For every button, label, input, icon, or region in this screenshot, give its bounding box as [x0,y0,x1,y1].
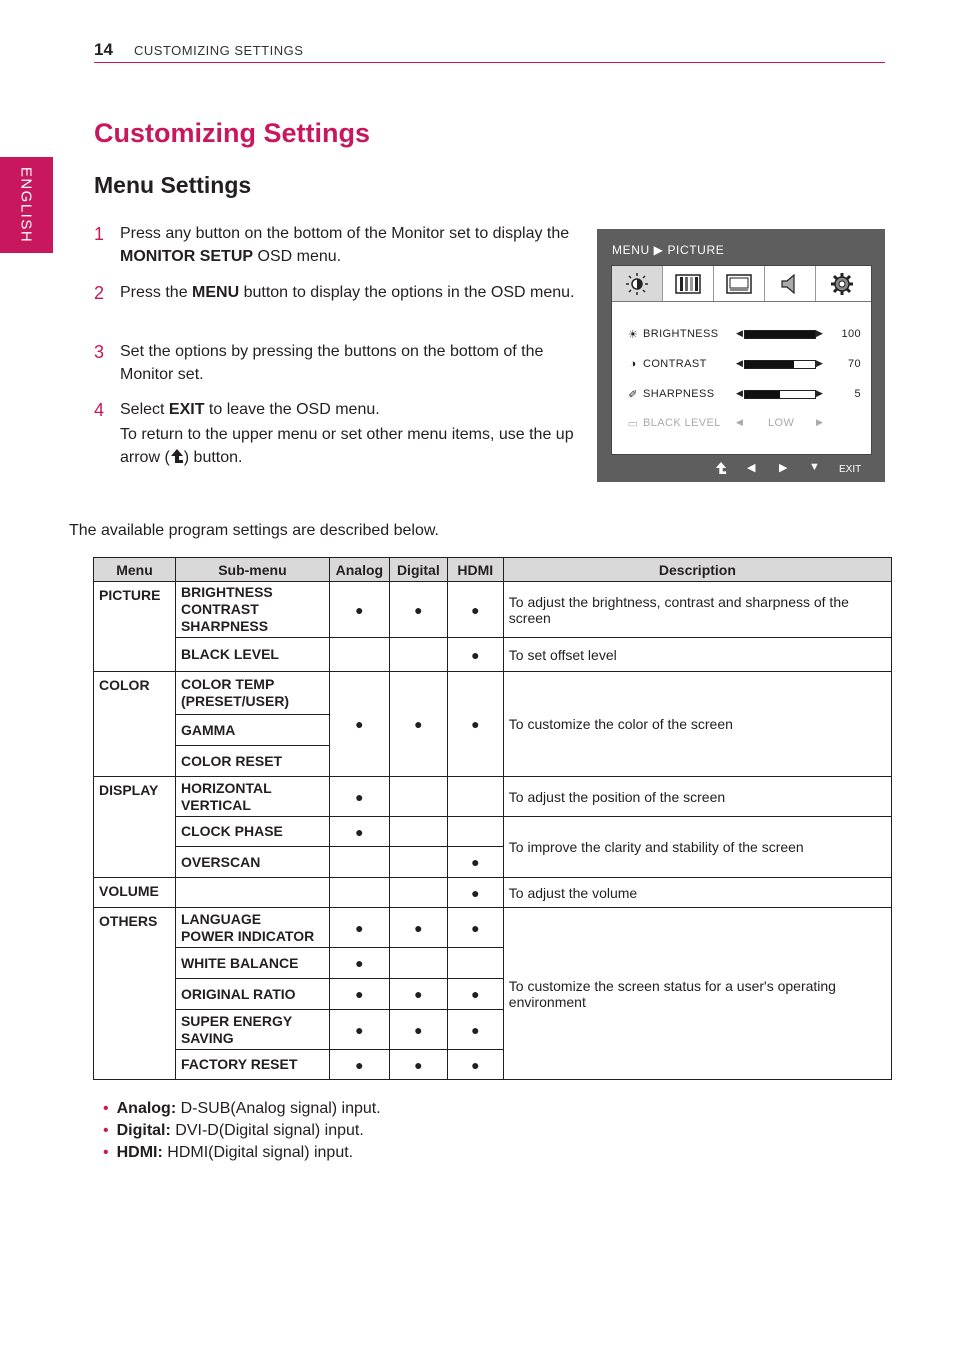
right-arrow-icon: ▶ [816,388,824,398]
submenu-cell: ORIGINAL RATIO [175,979,329,1010]
osd-picture-tab[interactable] [612,266,663,301]
right-arrow-icon: ▶ [816,417,824,427]
osd-row-contrast[interactable]: ◑ CONTRAST ◀ ▶ 70 [626,356,861,374]
osd-row-sharpness[interactable]: ✐ SHARPNESS ◀ ▶ 5 [626,386,861,404]
down-button-icon[interactable]: ▼ [809,461,820,473]
list-item: • Digital: DVI-D(Digital signal) input. [103,1122,364,1139]
description-cell: To adjust the volume [503,878,891,908]
description-cell: To adjust the position of the screen [503,777,891,817]
table-row [94,777,892,817]
submenu-cell: COLOR TEMP (PRESET/USER) [175,672,329,715]
submenu-cell: CLOCK PHASE [175,817,329,847]
language-tab [0,157,53,253]
menu-cell: PICTURE [94,582,176,672]
submenu-cell: LANGUAGE POWER INDICATOR [175,908,329,948]
right-arrow-icon: ▶ [816,328,824,338]
step-number: 2 [94,283,105,303]
analog-dot: ● [329,908,389,948]
hdmi-dot: ● [447,582,503,638]
step-4-note: To return to the upper menu or set other menu items, use the up arrow ( ) button. [120,426,574,466]
menu-cell: COLOR [94,672,176,777]
bullet-icon: • [103,1144,109,1161]
submenu-cell: BRIGHTNESS CONTRAST SHARPNESS [175,582,329,638]
color-bars-icon [675,274,701,294]
digital-dot: ● [389,908,447,948]
analog-dot: ● [329,672,389,777]
column-header: Digital [389,558,447,582]
analog-dot: ● [329,817,389,847]
bullet-icon: • [103,1100,109,1117]
submenu-cell: BLACK LEVEL [175,638,329,672]
speaker-icon [779,273,801,295]
page-title: Customizing Settings [94,118,370,148]
menu-cell: OTHERS [94,908,176,1080]
list-item: • Analog: D-SUB(Analog signal) input. [103,1100,381,1117]
table-row [94,582,892,638]
contrast-icon: ◑ [629,358,637,370]
submenu-cell: GAMMA [175,715,329,746]
gear-icon [830,272,854,296]
osd-display-tab[interactable] [714,266,765,301]
osd-menu-screenshot [597,229,885,482]
display-icon [726,274,752,294]
left-arrow-icon: ◀ [736,328,744,338]
bullet-icon: • [103,1122,109,1139]
submenu-cell: COLOR RESET [175,746,329,777]
settings-table [93,557,892,1080]
left-arrow-icon: ◀ [736,388,744,398]
analog-dot: ● [329,979,389,1010]
hdmi-dot: ● [447,847,503,878]
hdmi-dot: ● [447,878,503,908]
column-header: Menu [94,558,176,582]
analog-dot: ● [329,1050,389,1080]
osd-icon-row [612,266,871,302]
digital-dot: ● [389,979,447,1010]
submenu-cell: FACTORY RESET [175,1050,329,1080]
analog-dot: ● [329,582,389,638]
list-item: • HDMI: HDMI(Digital signal) input. [103,1144,354,1161]
digital-dot: ● [389,1010,447,1050]
left-arrow-icon: ◀ [736,358,744,368]
black-level-icon: ▭ [627,418,639,430]
page-number: 14 [94,40,113,59]
osd-panel [611,265,872,455]
hdmi-dot: ● [447,1010,503,1050]
description-cell: To adjust the brightness, contrast and sharpness of the screen [503,582,891,638]
column-header: Description [503,558,891,582]
submenu-cell: SUPER ENERGY SAVING [175,1010,329,1050]
language-tab-label: ENGLISH [17,166,35,244]
up-arrow-icon [170,448,184,464]
description-cell: To customize the screen status for a user's operating environment [503,908,891,1080]
up-arrow-button-icon[interactable] [715,461,727,478]
table-row [94,878,892,908]
osd-volume-tab[interactable] [765,266,816,301]
hdmi-dot: ● [447,979,503,1010]
contrast-slider[interactable] [744,360,816,369]
submenu-cell: OVERSCAN [175,847,329,878]
table-intro: The available program settings are described below. [69,522,439,539]
step-text: Press the MENU button to display the options in the OSD menu. [120,284,575,301]
osd-row-brightness[interactable]: ☀ BRIGHTNESS ◀ ▶ 100 [627,328,861,341]
legend-list [103,1098,381,1164]
digital-dot: ● [389,582,447,638]
step-text: Press any button on the bottom of the Monitor set to display the MONITOR SETUP OSD menu. [120,225,570,265]
table-row [94,817,892,847]
osd-button-bar [611,455,870,482]
description-cell: To customize the color of the screen [503,672,891,777]
chevron-right-icon: ▶ [653,243,664,257]
analog-dot: ● [329,948,389,979]
submenu-cell: HORIZONTAL VERTICAL [175,777,329,817]
analog-dot: ● [329,777,389,817]
right-arrow-icon: ▶ [816,358,824,368]
hdmi-dot: ● [447,908,503,948]
left-button-icon[interactable]: ◀ [747,462,756,474]
osd-others-tab[interactable] [816,266,867,301]
left-arrow-icon: ◀ [736,417,744,427]
exit-button[interactable]: EXIT [839,464,862,475]
brightness-slider[interactable] [744,330,816,339]
menu-cell: VOLUME [94,878,176,908]
step-text: Set the options by pressing the buttons on the bottom of the Monitor set. [120,343,544,383]
digital-dot: ● [389,1050,447,1080]
step-number: 1 [94,224,105,244]
brightness-icon: ☀ [627,329,639,341]
hdmi-dot: ● [447,638,503,672]
osd-color-tab[interactable] [663,266,714,301]
hdmi-dot: ● [447,1050,503,1080]
submenu-cell: WHITE BALANCE [175,948,329,979]
table-row [94,638,892,672]
section-heading: Menu Settings [94,172,252,198]
sun-icon [625,272,649,296]
description-cell: To improve the clarity and stability of the screen [503,817,891,878]
menu-cell: DISPLAY [94,777,176,878]
header-divider [94,62,885,63]
step-number: 3 [94,342,105,362]
digital-dot: ● [389,672,447,777]
column-header: HDMI [447,558,503,582]
sharpness-icon: ✐ [628,389,638,401]
osd-breadcrumb: MENU ▶ PICTURE [612,243,725,257]
table-row [94,672,892,715]
description-cell: To set offset level [503,638,891,672]
right-button-icon[interactable]: ▶ [779,462,788,474]
analog-dot: ● [329,1010,389,1050]
column-header: Sub-menu [175,558,329,582]
table-header-row [94,558,892,582]
step-number: 4 [94,400,105,420]
hdmi-dot: ● [447,672,503,777]
osd-row-black-level: ▭ BLACK LEVEL ◀ LOW ▶ [627,417,824,430]
table-row [94,908,892,948]
step-text: Select EXIT to leave the OSD menu. [120,401,380,418]
sharpness-slider[interactable] [744,390,816,399]
section-title: CUSTOMIZING SETTINGS [134,43,304,58]
column-header: Analog [329,558,389,582]
